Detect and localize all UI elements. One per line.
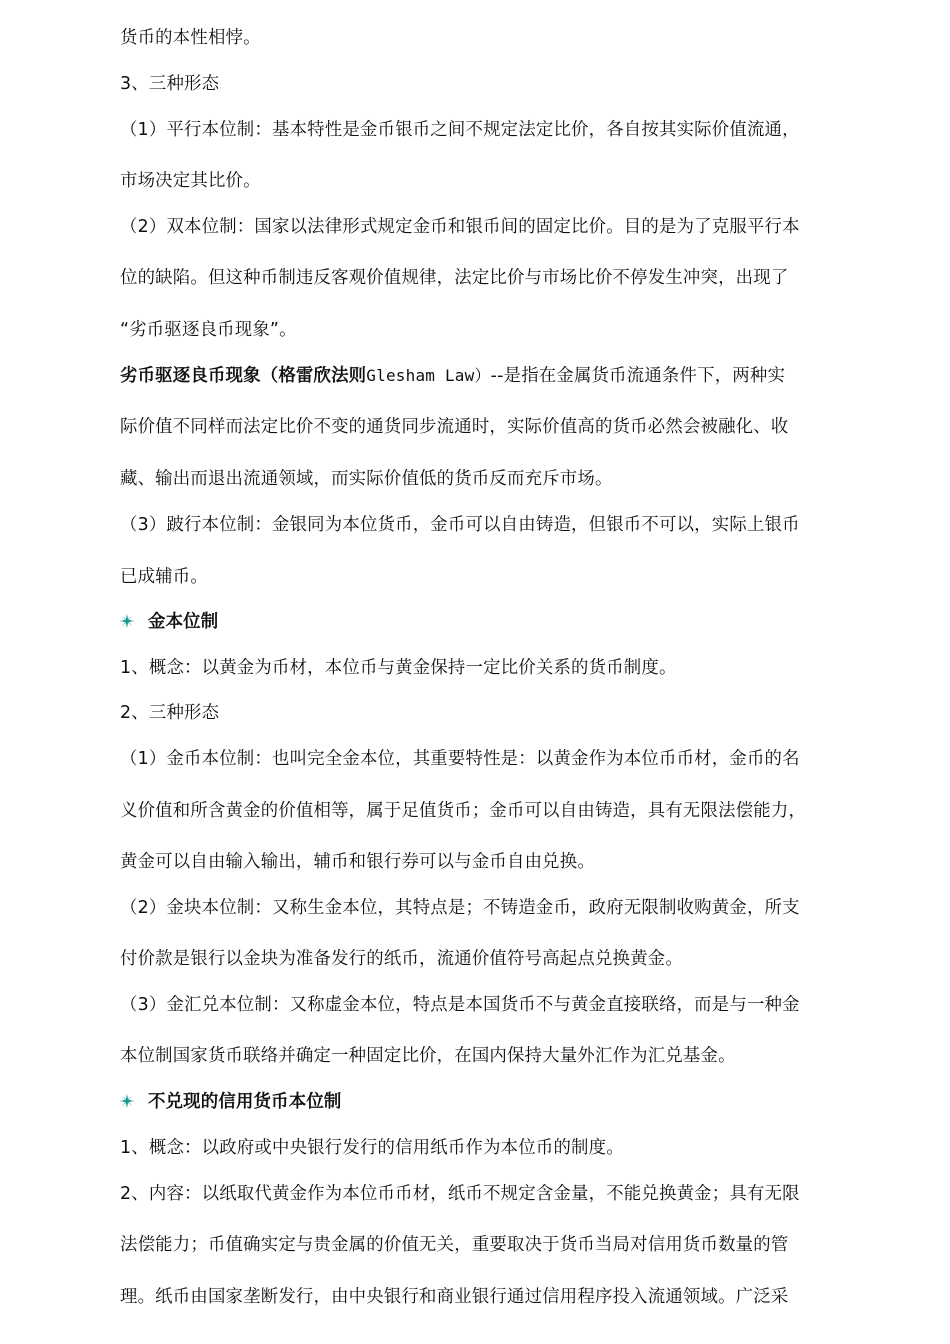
law-english-name: Glesham Law） <box>366 366 491 385</box>
section-heading-gold-standard <box>120 609 218 635</box>
text-line: 2、三种形态 <box>120 703 220 723</box>
text-line: （3）跛行本位制：金银同为本位货币，金币可以自由铸造，但银币不可以，实际上银币 <box>120 515 800 535</box>
text-line: 黄金可以自由输入输出，辅币和银行券可以与金币自由兑换。 <box>120 852 595 872</box>
text-line: （1）平行本位制：基本特性是金币银币之间不规定法定比价，各自按其实际价值流通， <box>120 120 800 140</box>
text-line: 法偿能力；币值确实定与贵金属的价值无关，重要取决于货币当局对信用货币数量的管 <box>120 1235 789 1255</box>
text-line: 货币的本性相悖。 <box>120 28 261 48</box>
text-line: 本位制国家货币联络并确定一种固定比价，在国内保持大量外汇作为汇兑基金。 <box>120 1046 736 1066</box>
text-line: 1、概念：以黄金为币材，本位币与黄金保持一定比价关系的货币制度。 <box>120 658 677 678</box>
law-term: 劣币驱逐良币现象（格雷欣法则 <box>120 366 367 386</box>
law-definition-text: --是指在金属货币流通条件下，两种实 <box>490 366 786 386</box>
text-line-law-definition <box>120 363 785 389</box>
text-line: 位的缺陷。但这种币制违反客观价值规律，法定比价与市场比价不停发生冲突，出现了 <box>120 268 789 288</box>
text-line: 理。纸币由国家垄断发行，由中央银行和商业银行通过信用程序投入流通领域。广泛采 <box>120 1287 789 1307</box>
text-line: 藏、输出而退出流通领域，而实际价值低的货币反而充斥市场。 <box>120 469 613 489</box>
text-line: 际价值不同样而法定比价不变的通货同步流通时，实际价值高的货币必然会被融化、收 <box>120 417 789 437</box>
teal-star-bullet-icon <box>120 614 134 628</box>
text-line: （3）金汇兑本位制：又称虚金本位，特点是本国货币不与黄金直接联络，而是与一种金 <box>120 995 800 1015</box>
text-line: 3、三种形态 <box>120 74 220 94</box>
text-line: 市场决定其比价。 <box>120 171 261 191</box>
text-line: 已成辅币。 <box>120 567 208 587</box>
text-line: 2、内容：以纸取代黄金作为本位币币材，纸币不规定含金量，不能兑换黄金；具有无限 <box>120 1184 800 1204</box>
section-heading-fiat-standard <box>120 1089 342 1115</box>
text-line: 1、概念：以政府或中央银行发行的信用纸币作为本位币的制度。 <box>120 1138 624 1158</box>
section-heading-text: 不兑现的信用货币本位制 <box>148 1092 342 1112</box>
section-heading-text: 金本位制 <box>148 612 219 632</box>
text-line: （2）双本位制：国家以法律形式规定金币和银币间的固定比价。目的是为了克服平行本 <box>120 217 800 237</box>
text-line: （1）金币本位制：也叫完全金本位，其重要特性是：以黄金作为本位币币材，金币的名 <box>120 749 800 769</box>
text-line: （2）金块本位制：又称生金本位，其特点是；不铸造金币，政府无限制收购黄金，所支 <box>120 898 800 918</box>
text-line: 付价款是银行以金块为准备发行的纸币，流通价值符号高起点兑换黄金。 <box>120 949 683 969</box>
text-line: “劣币驱逐良币现象”。 <box>120 320 297 340</box>
teal-star-bullet-icon <box>120 1094 134 1108</box>
text-line: 义价值和所含黄金的价值相等，属于足值货币；金币可以自由铸造，具有无限法偿能力， <box>120 801 807 821</box>
